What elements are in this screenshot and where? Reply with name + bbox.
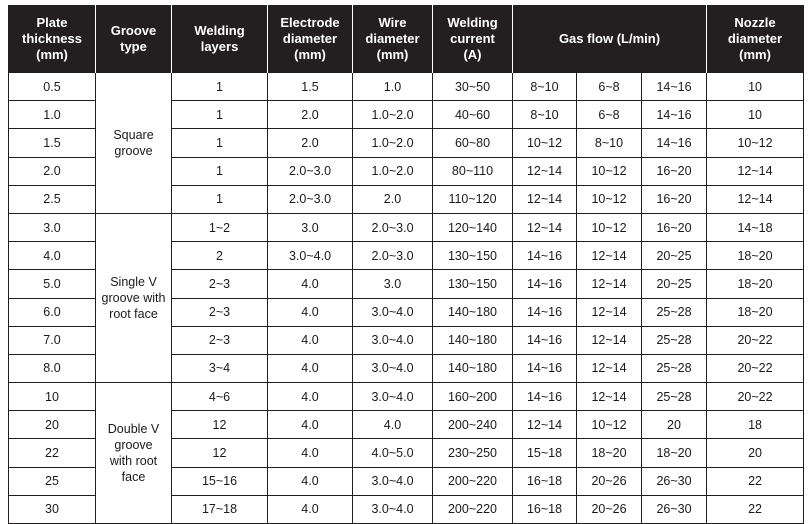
cell-current: 110~120 — [433, 185, 513, 213]
cell-gas3: 20~25 — [642, 270, 707, 298]
cell-gas3: 16~20 — [642, 213, 707, 241]
cell-current: 130~150 — [433, 270, 513, 298]
cell-electrode: 2.0 — [268, 129, 353, 157]
cell-nozzle: 18~20 — [707, 242, 804, 270]
cell-current: 60~80 — [433, 129, 513, 157]
header-electrode-diameter: Electrode diameter (mm) — [268, 5, 353, 73]
groove-type-text: with root — [109, 454, 158, 469]
table-body — [9, 73, 804, 524]
cell-layers: 12 — [172, 411, 268, 439]
cell-plate-thickness: 4.0 — [9, 242, 96, 270]
cell-electrode: 4.0 — [268, 354, 353, 382]
cell-plate-thickness: 6.0 — [9, 298, 96, 326]
cell-wire: 3.0~4.0 — [353, 467, 433, 495]
cell-gas3: 16~20 — [642, 157, 707, 185]
cell-electrode: 4.0 — [268, 270, 353, 298]
cell-current: 30~50 — [433, 73, 513, 101]
cell-current: 200~240 — [433, 411, 513, 439]
welding-parameters-table — [8, 5, 804, 524]
cell-groove-type — [96, 213, 172, 382]
groove-type-text: groove — [114, 143, 153, 158]
cell-current: 140~180 — [433, 326, 513, 354]
table-header — [9, 5, 804, 73]
cell-nozzle: 20~22 — [707, 383, 804, 411]
cell-wire: 1.0~2.0 — [353, 129, 433, 157]
groove-type-text: root face — [109, 307, 158, 321]
cell-layers: 4~6 — [172, 383, 268, 411]
cell-gas2: 12~14 — [577, 354, 642, 382]
cell-wire: 1.0~2.0 — [353, 157, 433, 185]
cell-gas3: 14~16 — [642, 129, 707, 157]
cell-gas1: 12~14 — [513, 157, 577, 185]
cell-gas1: 12~14 — [513, 213, 577, 241]
cell-gas2: 10~12 — [577, 157, 642, 185]
cell-gas1: 16~18 — [513, 495, 577, 523]
header-welding-current: Welding current (A) — [433, 5, 513, 73]
cell-plate-thickness: 20 — [9, 411, 96, 439]
cell-current: 130~150 — [433, 242, 513, 270]
table-row — [9, 383, 804, 411]
cell-layers: 1~2 — [172, 213, 268, 241]
cell-gas1: 15~18 — [513, 439, 577, 467]
cell-layers: 2 — [172, 242, 268, 270]
cell-current: 40~60 — [433, 101, 513, 129]
cell-gas2: 12~14 — [577, 383, 642, 411]
cell-gas2: 12~14 — [577, 326, 642, 354]
cell-electrode: 4.0 — [268, 383, 353, 411]
groove-type-text: Double V — [107, 422, 160, 437]
groove-type-text: face — [121, 470, 146, 485]
cell-layers: 3~4 — [172, 354, 268, 382]
cell-gas3: 25~28 — [642, 326, 707, 354]
cell-electrode: 3.0 — [268, 213, 353, 241]
header-welding-layers: Welding layers — [172, 5, 268, 73]
cell-wire: 4.0~5.0 — [353, 439, 433, 467]
cell-wire: 1.0~2.0 — [353, 101, 433, 129]
cell-wire: 2.0~3.0 — [353, 242, 433, 270]
cell-current: 160~200 — [433, 383, 513, 411]
cell-gas3: 16~20 — [642, 185, 707, 213]
cell-gas2: 6~8 — [577, 73, 642, 101]
cell-layers: 1 — [172, 73, 268, 101]
cell-gas2: 20~26 — [577, 495, 642, 523]
cell-layers: 17~18 — [172, 495, 268, 523]
cell-plate-thickness: 5.0 — [9, 270, 96, 298]
cell-gas1: 12~14 — [513, 185, 577, 213]
cell-gas1: 14~16 — [513, 383, 577, 411]
cell-current: 200~220 — [433, 495, 513, 523]
cell-layers: 1 — [172, 185, 268, 213]
cell-groove-type — [96, 383, 172, 524]
header-plate-thickness: Plate thickness (mm) — [9, 5, 96, 73]
cell-layers: 2~3 — [172, 270, 268, 298]
cell-current: 230~250 — [433, 439, 513, 467]
cell-gas2: 8~10 — [577, 129, 642, 157]
cell-groove-type — [96, 73, 172, 214]
cell-layers: 1 — [172, 129, 268, 157]
cell-wire: 3.0~4.0 — [353, 383, 433, 411]
cell-nozzle: 20~22 — [707, 354, 804, 382]
cell-plate-thickness: 22 — [9, 439, 96, 467]
cell-nozzle: 20 — [707, 439, 804, 467]
cell-current: 140~180 — [433, 354, 513, 382]
cell-nozzle: 10~12 — [707, 129, 804, 157]
cell-current: 200~220 — [433, 467, 513, 495]
cell-nozzle: 12~14 — [707, 157, 804, 185]
cell-gas3: 14~16 — [642, 101, 707, 129]
table-row — [9, 73, 804, 101]
cell-plate-thickness: 8.0 — [9, 354, 96, 382]
cell-electrode: 2.0~3.0 — [268, 157, 353, 185]
cell-plate-thickness: 7.0 — [9, 326, 96, 354]
cell-gas1: 14~16 — [513, 242, 577, 270]
cell-nozzle: 18 — [707, 411, 804, 439]
header-wire-diameter: Wire diameter (mm) — [353, 5, 433, 73]
cell-gas2: 10~12 — [577, 213, 642, 241]
cell-gas3: 14~16 — [642, 73, 707, 101]
cell-plate-thickness: 10 — [9, 383, 96, 411]
groove-type-text: groove with — [101, 291, 166, 305]
cell-gas1: 14~16 — [513, 326, 577, 354]
cell-wire: 3.0~4.0 — [353, 298, 433, 326]
cell-gas1: 14~16 — [513, 270, 577, 298]
cell-wire: 2.0 — [353, 185, 433, 213]
cell-current: 80~110 — [433, 157, 513, 185]
cell-gas1: 14~16 — [513, 298, 577, 326]
cell-nozzle: 22 — [707, 495, 804, 523]
header-gas-flow: Gas flow (L/min) — [513, 5, 707, 73]
cell-gas3: 25~28 — [642, 354, 707, 382]
groove-type-text: Square — [113, 127, 154, 142]
cell-layers: 15~16 — [172, 467, 268, 495]
cell-gas1: 8~10 — [513, 73, 577, 101]
cell-electrode: 1.5 — [268, 73, 353, 101]
cell-gas2: 12~14 — [577, 242, 642, 270]
groove-type-text: Single V — [110, 275, 157, 289]
cell-plate-thickness: 2.5 — [9, 185, 96, 213]
cell-layers: 1 — [172, 157, 268, 185]
cell-nozzle: 10 — [707, 101, 804, 129]
cell-gas2: 18~20 — [577, 439, 642, 467]
cell-gas3: 25~28 — [642, 298, 707, 326]
cell-wire: 4.0 — [353, 411, 433, 439]
cell-wire: 2.0~3.0 — [353, 213, 433, 241]
cell-layers: 1 — [172, 101, 268, 129]
cell-wire: 3.0~4.0 — [353, 354, 433, 382]
cell-wire: 3.0 — [353, 270, 433, 298]
cell-layers: 2~3 — [172, 298, 268, 326]
cell-current: 140~180 — [433, 298, 513, 326]
cell-electrode: 4.0 — [268, 467, 353, 495]
cell-gas1: 8~10 — [513, 101, 577, 129]
cell-gas1: 16~18 — [513, 467, 577, 495]
cell-layers: 2~3 — [172, 326, 268, 354]
cell-gas2: 12~14 — [577, 270, 642, 298]
cell-nozzle: 12~14 — [707, 185, 804, 213]
cell-gas2: 12~14 — [577, 298, 642, 326]
cell-plate-thickness: 0.5 — [9, 73, 96, 101]
cell-plate-thickness: 30 — [9, 495, 96, 523]
cell-electrode: 4.0 — [268, 298, 353, 326]
cell-layers: 12 — [172, 439, 268, 467]
cell-plate-thickness: 2.0 — [9, 157, 96, 185]
cell-gas2: 10~12 — [577, 185, 642, 213]
cell-wire: 1.0 — [353, 73, 433, 101]
cell-electrode: 4.0 — [268, 495, 353, 523]
cell-gas2: 20~26 — [577, 467, 642, 495]
cell-gas3: 20 — [642, 411, 707, 439]
cell-wire: 3.0~4.0 — [353, 495, 433, 523]
header-groove-type: Groove type — [96, 5, 172, 73]
cell-nozzle: 20~22 — [707, 326, 804, 354]
cell-nozzle: 14~18 — [707, 213, 804, 241]
cell-nozzle: 18~20 — [707, 298, 804, 326]
cell-electrode: 4.0 — [268, 411, 353, 439]
cell-wire: 3.0~4.0 — [353, 326, 433, 354]
cell-gas3: 18~20 — [642, 439, 707, 467]
cell-electrode: 4.0 — [268, 326, 353, 354]
cell-plate-thickness: 1.5 — [9, 129, 96, 157]
cell-plate-thickness: 1.0 — [9, 101, 96, 129]
cell-gas3: 25~28 — [642, 383, 707, 411]
groove-type-text: groove — [114, 438, 153, 453]
cell-electrode: 3.0~4.0 — [268, 242, 353, 270]
cell-electrode: 2.0 — [268, 101, 353, 129]
table-row — [9, 213, 804, 241]
cell-electrode: 4.0 — [268, 439, 353, 467]
cell-gas3: 26~30 — [642, 467, 707, 495]
cell-gas1: 10~12 — [513, 129, 577, 157]
cell-gas1: 12~14 — [513, 411, 577, 439]
cell-nozzle: 22 — [707, 467, 804, 495]
header-nozzle-diameter: Nozzle diameter (mm) — [707, 5, 804, 73]
cell-gas2: 10~12 — [577, 411, 642, 439]
cell-gas2: 6~8 — [577, 101, 642, 129]
cell-plate-thickness: 25 — [9, 467, 96, 495]
cell-gas3: 20~25 — [642, 242, 707, 270]
cell-current: 120~140 — [433, 213, 513, 241]
cell-gas1: 14~16 — [513, 354, 577, 382]
cell-gas3: 26~30 — [642, 495, 707, 523]
cell-plate-thickness: 3.0 — [9, 213, 96, 241]
cell-nozzle: 18~20 — [707, 270, 804, 298]
cell-electrode: 2.0~3.0 — [268, 185, 353, 213]
cell-nozzle: 10 — [707, 73, 804, 101]
